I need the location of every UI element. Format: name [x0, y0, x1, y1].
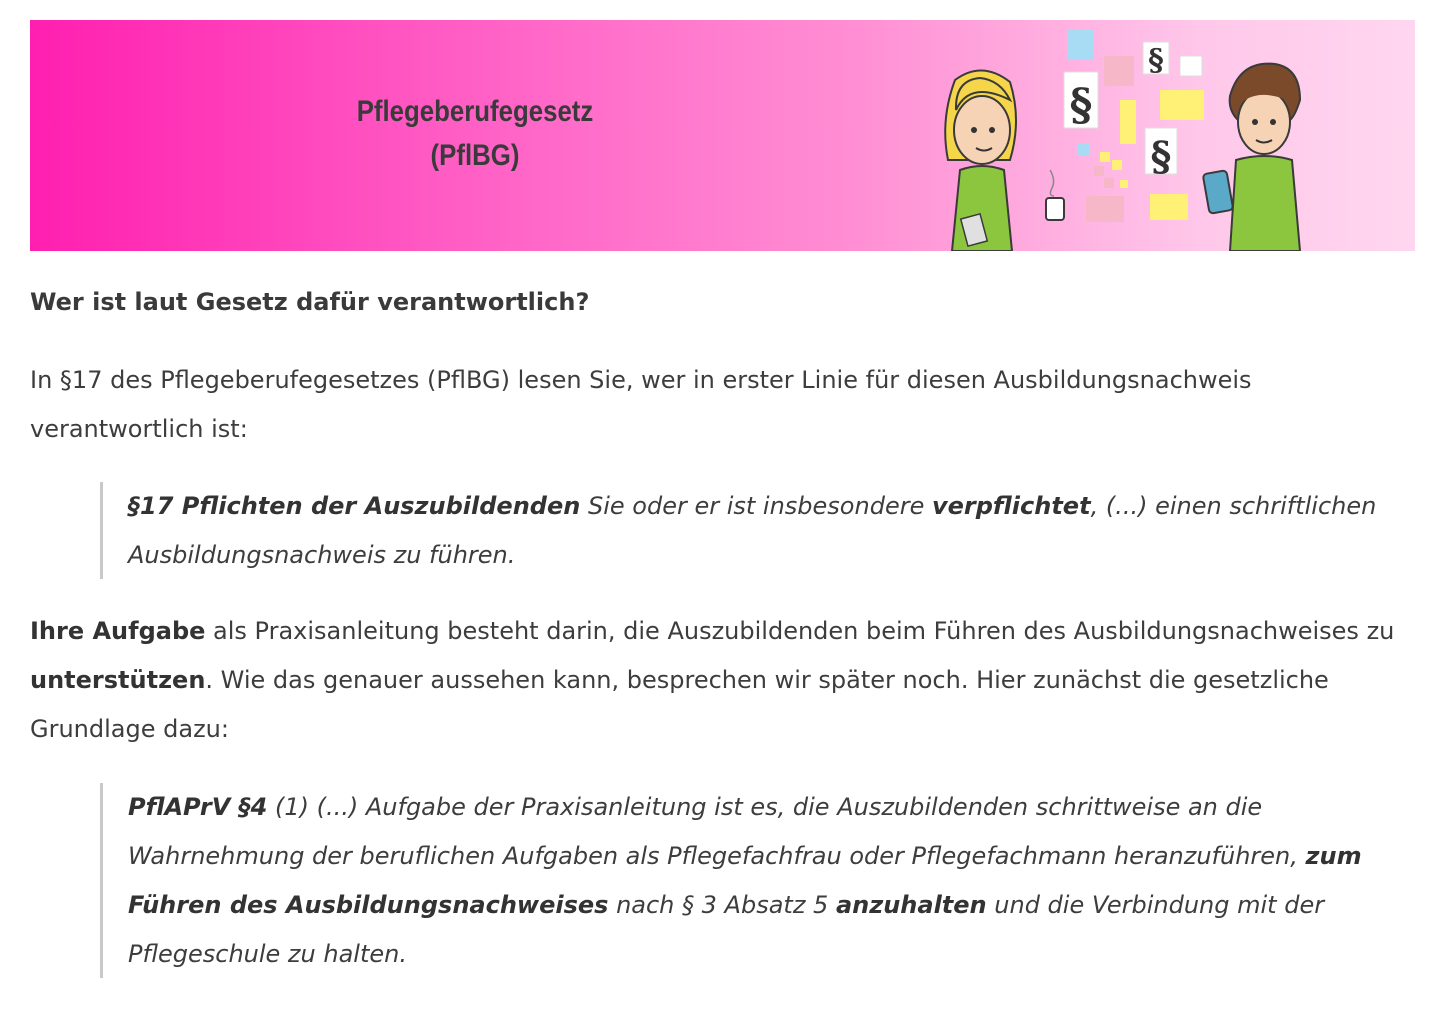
para2-bold-aufgabe: Ihre Aufgabe: [30, 617, 206, 645]
quote1-text2: , (...) einen schriftlichen Ausbildungsnachweis zu führen.: [128, 492, 1377, 569]
svg-text:§: §: [1069, 80, 1093, 131]
blockquote-pflaprv: [100, 783, 1418, 978]
quote1-bold-verpflichtet: verpflichtet: [931, 492, 1091, 520]
svg-text:§: §: [1150, 133, 1172, 180]
para2-bold-unterstuetzen: unterstützen: [30, 666, 206, 694]
blockquote-pflbg: [100, 482, 1418, 579]
quote2-bold-fuehren: zum Führen des Ausbildungsnachweises: [128, 842, 1362, 919]
quote2-bold-title: PflAPrV §4: [128, 793, 268, 821]
banner-title: [307, 90, 642, 178]
section-heading: Wer ist laut Gesetz dafür verantwortlich?: [30, 288, 590, 316]
intro-paragraph: In §17 des Pflegeberufegesetzes (PflBG) lesen Sie, wer in erster Linie für diesen Ausbildungsnachweis verantwortlich ist:: [30, 366, 1252, 443]
para2-text1: als Praxisanleitung besteht darin, die Auszubildenden beim Führen des Ausbildungsnachweises zu: [205, 617, 1395, 645]
nurses-illustration: [900, 20, 1415, 251]
quote2-text1: (1) (...) Aufgabe der Praxisanleitung ist es, die Auszubildenden schrittweise an die Wahrnehmung der beruflichen Aufgaben als Pflegefachfrau oder Pflegefachmann heranzuführen,: [128, 793, 1306, 870]
nurse-right: [1203, 64, 1300, 251]
quote2-bold-anzuhalten: anzuhalten: [835, 891, 987, 919]
header-banner: [30, 20, 1415, 251]
svg-text:§: §: [1148, 43, 1164, 78]
para2-text2: . Wie das genauer aussehen kann, besprechen wir später noch. Hier zunächst die gesetzliche Grundlage dazu:: [30, 666, 1329, 743]
quote2-text3: und die Verbindung mit der Pflegeschule zu halten.: [128, 891, 1325, 968]
quote1-text1: Sie oder er ist insbesondere: [580, 492, 932, 520]
task-paragraph: [30, 607, 1415, 754]
nurse-left: [945, 70, 1064, 251]
quote2-text2: nach § 3 Absatz 5: [608, 891, 836, 919]
banner-title-line2: (PflBG): [430, 139, 520, 172]
quote1-bold-title: §17 Pflichten der Auszubildenden: [128, 492, 581, 520]
banner-title-line1: Pflegeberufegesetz: [356, 95, 594, 128]
sticky-notes: [1064, 30, 1204, 222]
